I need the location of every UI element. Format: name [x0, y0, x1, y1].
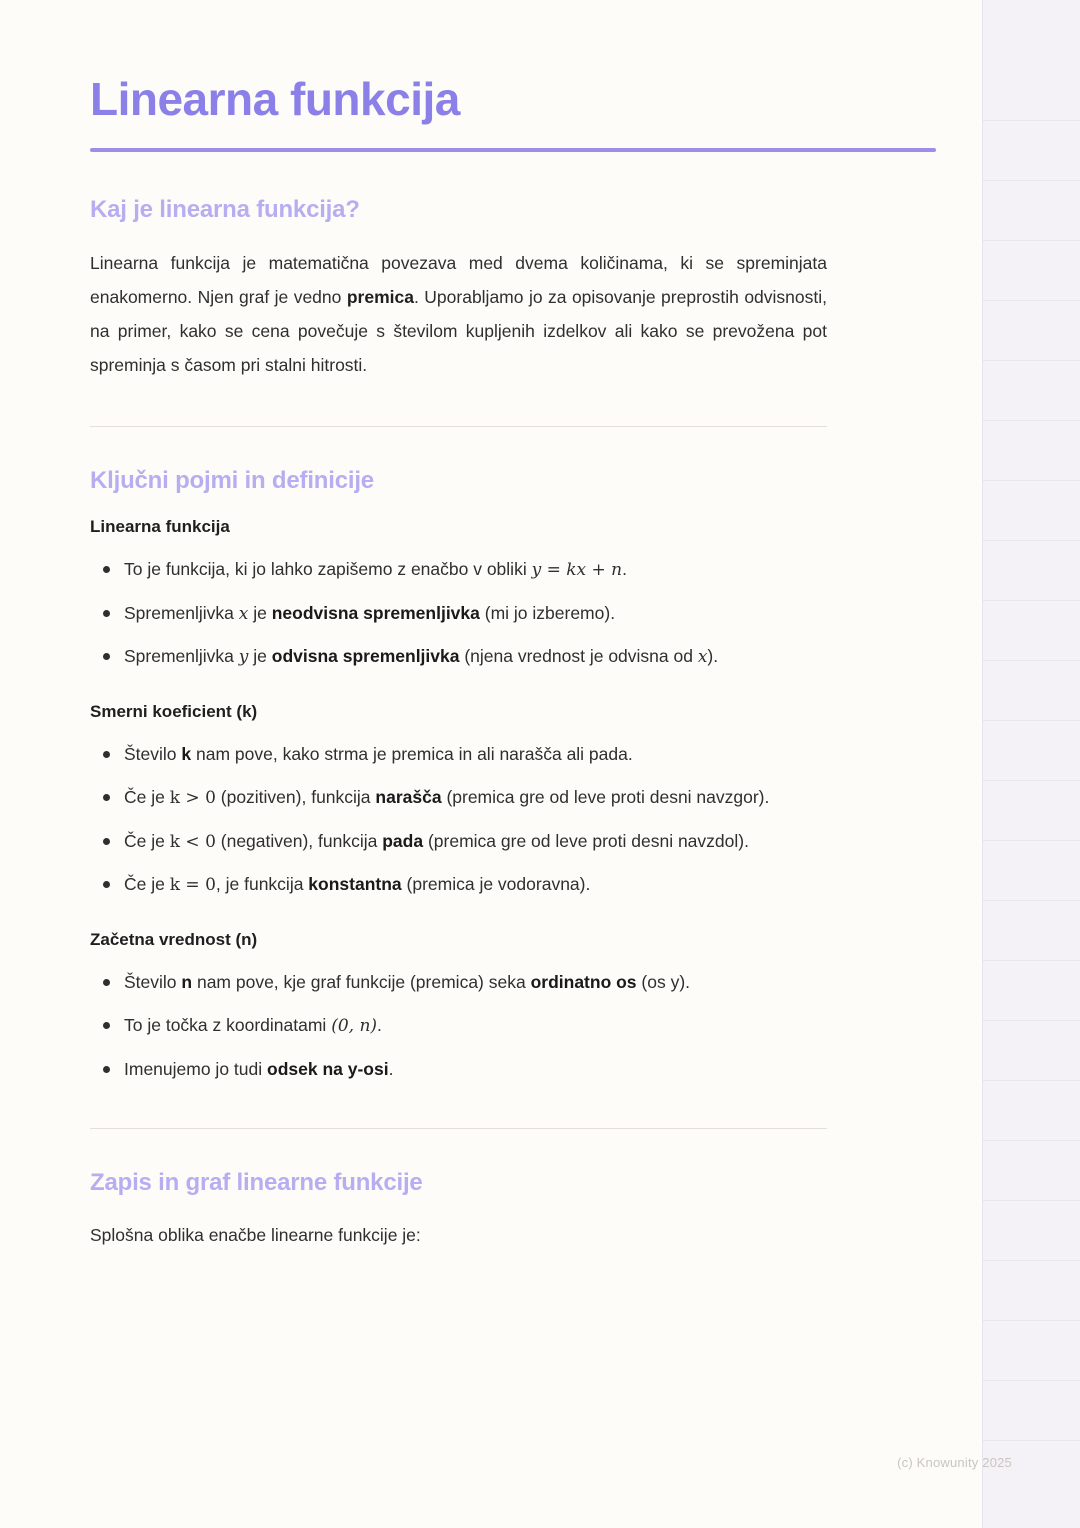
- intro-paragraph: [90, 246, 827, 383]
- title-underline: [90, 148, 936, 152]
- math-expression: k < 0: [169, 831, 216, 852]
- item-text-tail: (mi jo izberemo).: [479, 602, 616, 623]
- intro-text-part-2: . Uporabljamo jo za opisovanje preprostih odvisnosti, na primer, kako se cena povečuje s številom kupljenih izdelkov ali kako se prevožena pot spreminja s časom pri stalni hitrosti.: [90, 286, 828, 375]
- section-heading-what-is: Kaj je linearna funkcija?: [90, 195, 360, 223]
- item-text-tail: .: [622, 559, 627, 580]
- item-text-mid-2: (njena vrednost je odvisna od: [459, 646, 698, 667]
- list-item: [90, 968, 854, 997]
- item-text-tail: (premica gre od leve proti desni navzdol).: [423, 830, 749, 851]
- item-text-tail: (os y).: [636, 971, 691, 992]
- item-text: To je funkcija, ki jo lahko zapišemo z enačbo v obliki: [124, 559, 532, 580]
- list-item: [90, 642, 854, 672]
- bullet-list-slope: [90, 740, 936, 900]
- subheading-slope: Smerni koeficient (k): [90, 701, 258, 721]
- item-text: Spremenljivka: [124, 646, 239, 667]
- item-text: Število: [124, 971, 182, 992]
- item-text-tail: .: [377, 1015, 382, 1036]
- list-item: [90, 827, 854, 857]
- subheading-intercept: Začetna vrednost (n): [90, 929, 258, 949]
- item-text-tail: ).: [707, 646, 719, 667]
- math-expression: k > 0: [169, 788, 216, 809]
- list-item: [90, 870, 854, 900]
- item-text-mid: (pozitiven), funkcija: [215, 787, 376, 808]
- item-bold: narašča: [375, 787, 442, 808]
- item-text: Število: [124, 743, 182, 764]
- math-expression: (0, n): [331, 1016, 378, 1037]
- item-text: To je točka z koordinatami: [124, 1015, 332, 1036]
- bullet-list-intercept: [90, 968, 936, 1084]
- item-bold: n: [181, 971, 193, 992]
- item-bold: neodvisna spremenljivka: [271, 602, 480, 623]
- intro-bold-premica: premica: [346, 286, 414, 307]
- section-heading-notation-graph: Zapis in graf linearne funkcije: [90, 1169, 423, 1197]
- list-item: [90, 599, 854, 629]
- item-text-mid: je: [248, 646, 272, 667]
- section-heading-key-terms: Ključni pojmi in definicije: [90, 467, 374, 495]
- item-text: Spremenljivka: [124, 602, 239, 623]
- item-text-tail: .: [388, 1058, 394, 1079]
- list-item: [90, 1055, 854, 1084]
- closing-line: Splošna oblika enačbe linearne funkcije je:: [90, 1225, 421, 1246]
- item-text-mid: (negativen), funkcija: [215, 830, 383, 851]
- section-divider-1: [90, 426, 827, 427]
- item-text: Imenujemo jo tudi: [124, 1058, 267, 1079]
- list-item: [90, 1011, 854, 1041]
- document-content: [90, 74, 936, 1252]
- math-expression: x: [238, 603, 249, 624]
- item-text-tail: (premica gre od leve proti desni navzgor).: [441, 787, 770, 808]
- list-item: [90, 555, 854, 585]
- watermark: (c) Knowunity 2025: [897, 1455, 1012, 1470]
- math-expression: y: [238, 647, 249, 668]
- subheading-linear-function: Linearna funkcija: [90, 517, 230, 537]
- list-item: [90, 783, 854, 813]
- item-bold: odvisna spremenljivka: [271, 646, 460, 667]
- item-bold-2: ordinatno os: [530, 971, 637, 992]
- item-text-tail: (premica je vodoravna).: [401, 874, 591, 895]
- math-expression: k = 0: [169, 875, 216, 896]
- section-divider-2: [90, 1128, 827, 1129]
- item-text: Če je: [124, 787, 170, 808]
- intro-text-part-1: Linearna funkcija je matematična povezava med dvema količinama, ki se spreminjata enakomerno. Njen graf je vedno: [90, 252, 827, 307]
- math-expression: y = kx + n: [531, 560, 623, 581]
- math-expression-2: x: [697, 647, 708, 668]
- item-text: Če je: [124, 830, 170, 851]
- item-text-mid: , je funkcija: [215, 874, 309, 895]
- item-text: Če je: [124, 874, 170, 895]
- item-text-mid: nam pove, kje graf funkcije (premica) seka: [192, 971, 531, 992]
- item-bold: k: [181, 743, 192, 764]
- item-bold: pada: [382, 830, 424, 851]
- item-text-mid: je: [248, 602, 272, 623]
- list-item: [90, 740, 854, 769]
- bullet-list-linear-function: [90, 555, 936, 672]
- page-title: Linearna funkcija: [90, 73, 460, 125]
- page-margin-strip: [982, 0, 1080, 1528]
- item-bold: konstantna: [308, 874, 402, 895]
- item-text-tail: nam pove, kako strma je premica in ali narašča ali pada.: [191, 743, 633, 764]
- item-bold: odsek na y-osi: [267, 1058, 389, 1079]
